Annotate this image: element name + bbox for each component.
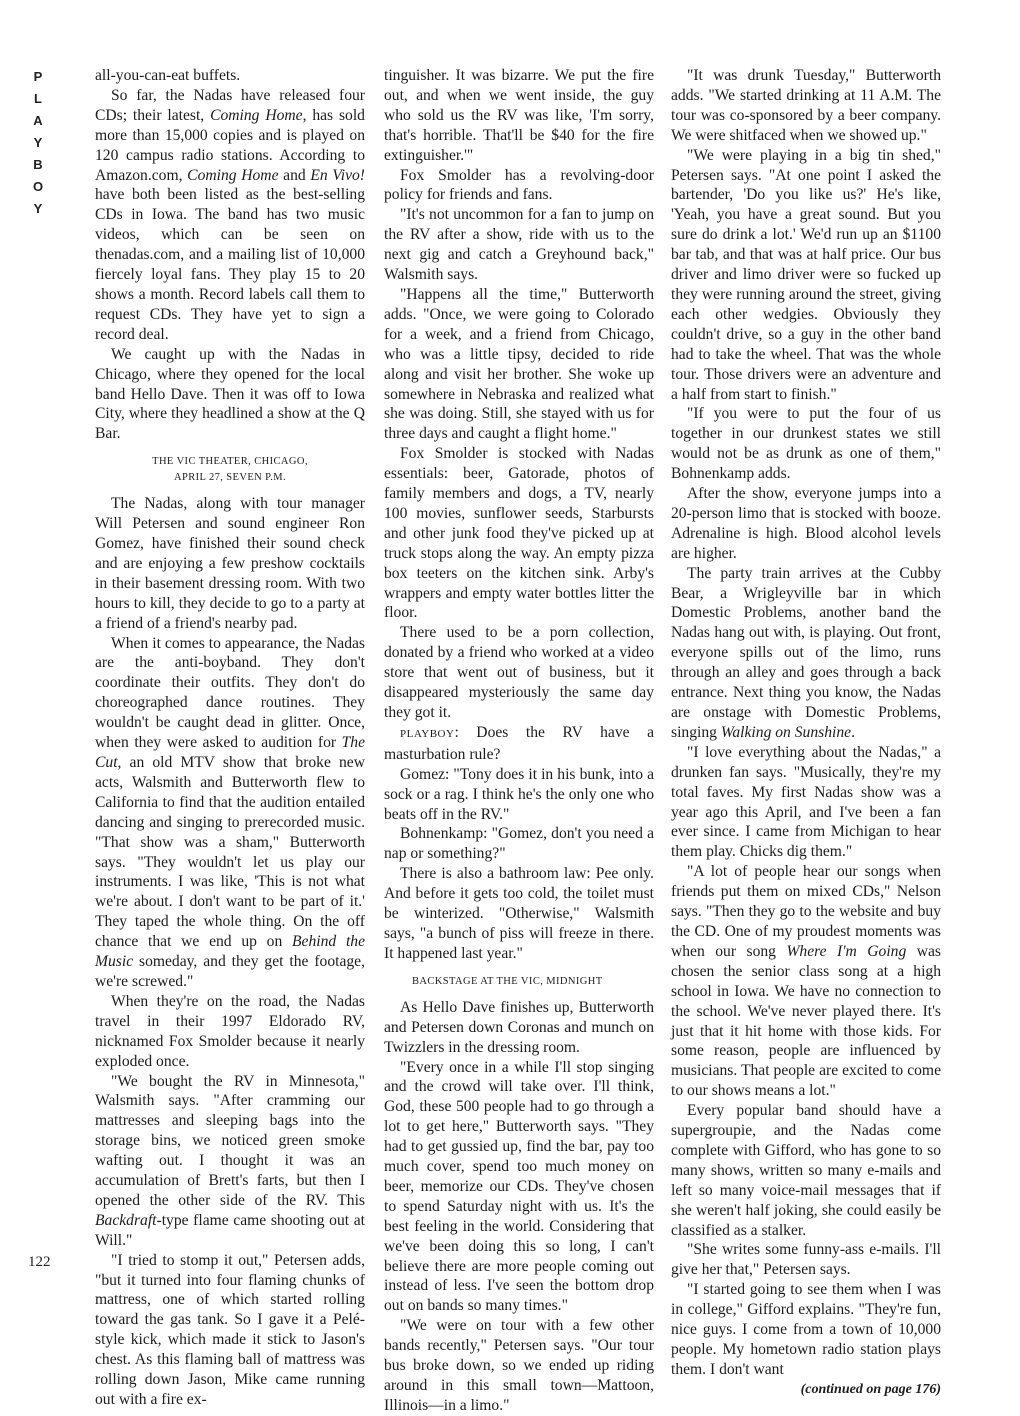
paragraph: tinguisher. It was bizarre. We put the fire out, and when we went inside, the guy who sold us the RV was like, 'I'm sorry, that's horrible. That'll be $40 for the fire extinguisher.'" bbox=[384, 67, 654, 164]
playboy-vertical-masthead bbox=[28, 66, 48, 220]
paragraph: all-you-can-eat buffets. bbox=[95, 67, 241, 84]
paragraph: When it comes to appearance, the Nadas are the anti-boyband. They don't coordinate their outfits. They don't do choreographed dance routines. They wouldn't be caught dead in glitter. Once, when they were asked to audition for The Cut, an old MTV show that broke new acts, Walsmith and Butterworth flew to California to find that the audition entailed dancing and singing to prerecorded music. "That show was a sham," Butterworth says. "They wouldn't let us play our instruments. I was like, 'This is not what we're about. I don't want to be part of it.' They taped the whole thing. On the off chance that we end up on Behind the Music someday, and they get the footage, we're screwed." bbox=[95, 634, 365, 990]
paragraph: "I started going to see them when I was in college," Gifford explains. "They're fun, nice guys. I come from a town of 10,000 people. My hometown radio station plays them. I don't want bbox=[671, 1281, 941, 1378]
paragraph: As Hello Dave finishes up, Butterworth and Petersen down Coronas and munch on Twizzlers in the dressing room. bbox=[384, 998, 654, 1056]
continued-on-note: (continued on page 176) bbox=[800, 1381, 941, 1397]
paragraph: When they're on the road, the Nadas travel in their 1997 Eldorado RV, nicknamed Fox Smolder because it nearly exploded once. bbox=[95, 992, 365, 1070]
paragraph: "If you were to put the four of us together in our drunkest states we still would not be as drunk as one of them," Bohnenkamp adds. bbox=[671, 405, 941, 483]
paragraph: "Every once in a while I'll stop singing and the crowd will take over. I'll think, God, these 500 people had to go through a lot to get here," Butterworth says. "They had to get gussied up, find the bar, pay too much cover, spend too much money on beer, memorize our CDs. They've chosen to spend Saturday night with us. It's the best feeling in the world. Considering that we've been doing this so long, I can't believe there are more people coming out instead of less. I've seen the bottom drop out on bands so many times." bbox=[384, 1058, 654, 1315]
section-heading: BACKSTAGE AT THE VIC, MIDNIGHT bbox=[412, 975, 603, 987]
paragraph: Bohnenkamp: "Gomez, don't you need a nap or something?" bbox=[384, 825, 654, 863]
paragraph: The Nadas, along with tour manager Will Petersen and sound engineer Ron Gomez, have finished their sound check and are enjoying a few preshow cocktails in their basement dressing room. With two hours to kill, they decide to go to a party at a friend of a friend's nearby pad. bbox=[95, 495, 365, 632]
paragraph: Fox Smolder has a revolving-door policy for friends and fans. bbox=[384, 166, 654, 204]
paragraph: Fox Smolder is stocked with Nadas essentials: beer, Gatorade, photos of family members and dogs, a TV, nearly 100 movies, sunflower seeds, Starbursts and other junk food they've picked up at truck stops along the way. An empty pizza box teeters on the kitchen sink. Arby's wrappers and empty water bottles litter the floor. bbox=[384, 445, 654, 622]
paragraph: We caught up with the Nadas in Chicago, where they opened for the local band Hello Dave. Then it was off to Iowa City, where they headlined a show at the Q Bar. bbox=[95, 345, 365, 443]
paragraph: The party train arrives at the Cubby Bear, a Wrigleyville bar in which Domestic Problems, another band the Nadas hang out with, is playing. Out front, everyone spills out of the limo, runs through an alley and goes through a back entrance. Next thing you know, the Nadas are onstage with Domestic Problems, singing Walking on Sunshine. bbox=[671, 564, 941, 741]
paragraph: After the show, everyone jumps into a 20-person limo that is stocked with booze. Adrenaline is high. Blood alcohol levels are higher. bbox=[671, 485, 941, 562]
interview-question: PLAYBOY: Does the RV have a masturbation rule? bbox=[384, 723, 654, 763]
article-column-3 bbox=[671, 66, 941, 1400]
paragraph: "I tried to stomp it out," Petersen adds, "but it turned into four flaming chunks of mattress, one of which started rolling toward the gas tank. So I gave it a Pelé-style kick, which made it stick to Jason's chest. As this flaming ball of mattress was rolling down Jason, Mike came running out with a fire ex- bbox=[95, 1251, 365, 1408]
article-column-1 bbox=[95, 66, 365, 1410]
paragraph: "She writes some funny-ass e-mails. I'll give her that," Petersen says. bbox=[671, 1241, 941, 1279]
masthead-letter: Y bbox=[33, 135, 43, 150]
masthead-letter: L bbox=[34, 91, 42, 106]
paragraph: "We bought the RV in Minnesota," Walsmith says. "After cramming our mattresses and sleeping bags into the storage bins, we noticed green smoke wafting out. I thought it was an accumulation of Brett's farts, but then I opened the other side of the RV. This Backdraft-type flame came shooting out at Will." bbox=[95, 1072, 365, 1249]
paragraph: "We were playing in a big tin shed," Petersen says. "At one point I asked the bartender, 'Do you like us?' He's like, 'Yeah, you have a great sound. But you sure do drink a lot.' We'd run up an $1100 bar tab, and that was at half price. Our bus driver and limo driver were so fucked up they were running around the street, giving each other wedgies. Obviously they couldn't drive, so a guy in the other band had to take the wheel. That was the whole tour. Those drivers were an adventure and a half from start to finish." bbox=[671, 146, 941, 403]
paragraph: "Happens all the time," Butterworth adds. "Once, we were going to Colorado for a week, and a friend from Chicago, who was a little tipsy, decided to ride along and visit her brother. She woke up somewhere in Nebraska and realized what she was doing. Still, she stayed with us for three days and caught a flight home." bbox=[384, 285, 654, 443]
paragraph: There is also a bathroom law: Pee only. And before it gets too cold, the toilet must be winterized. "Otherwise," Walsmith says, "a bunch of piss will freeze in there. It happened last year." bbox=[384, 865, 654, 962]
article-column-2 bbox=[384, 66, 654, 1416]
paragraph: "We were on tour with a few other bands recently," Petersen says. "Our tour bus broke down, so we ended up riding around in this small town—Mattoon, Illinois—in a limo." bbox=[384, 1317, 654, 1414]
masthead-letter: A bbox=[33, 113, 43, 128]
paragraph: Gomez: "Tony does it in his bunk, into a sock or a rag. I think he's the only one who beats off in the RV." bbox=[384, 765, 654, 823]
paragraph: Every popular band should have a supergroupie, and the Nadas come complete with Gifford, who has gone to so many shows, written so many e-mails and left so many voice-mail messages that if she weren't half joking, she could easily be classified as a stalker. bbox=[671, 1102, 941, 1239]
paragraph: So far, the Nadas have released four CDs; their latest, Coming Home, has sold more than 15,000 copies and is played on 120 campus radio stations. According to Amazon.com, Coming Home and En Vivo! have both been listed as the best-selling CDs in Iowa. The band has two music videos, which can be seen on thenadas.com, and a mailing list of 10,000 fiercely loyal fans. They play 15 to 20 shows a month. Record labels call them to request CDs. They have yet to sign a record deal. bbox=[95, 86, 365, 343]
paragraph: "I love everything about the Nadas," a drunken fan says. "Musically, they're my total faves. My first Nadas show was a year ago this April, and I've been a fan ever since. I came from Michigan to hear them play. Chicks dig them." bbox=[671, 743, 941, 861]
masthead-letter: P bbox=[33, 69, 43, 84]
section-heading: THE VIC THEATER, CHICAGO, APRIL 27, SEVEN P.M. bbox=[152, 456, 308, 484]
paragraph: "A lot of people hear our songs when friends put them on mixed CDs," Nelson says. "Then they go to the website and buy the CD. One of my proudest moments was when our song Where I'm Going was chosen the senior class song at a high school in Iowa. We have no connection to the school. We've never played there. It's just that it hit home with those kids. For some reason, people are influenced by musicians. That people are excited to come to our shows means a lot." bbox=[671, 863, 942, 1100]
paragraph: There used to be a porn collection, donated by a friend who worked at a video store that went out of business, but it disappeared mysteriously the same day they got it. bbox=[384, 624, 654, 721]
paragraph: "It was drunk Tuesday," Butterworth adds. "We started drinking at 11 A.M. The tour was co-sponsored by a beer company. We were shitfaced when we showed up." bbox=[671, 67, 941, 144]
masthead-letter: B bbox=[33, 157, 43, 172]
masthead-letter: O bbox=[32, 179, 44, 194]
paragraph: "It's not uncommon for a fan to jump on the RV after a show, ride with us to the next gig and catch a Greyhound back," Walsmith says. bbox=[384, 206, 654, 284]
masthead-letter: Y bbox=[33, 201, 43, 216]
page-number: 122 bbox=[28, 1254, 51, 1270]
